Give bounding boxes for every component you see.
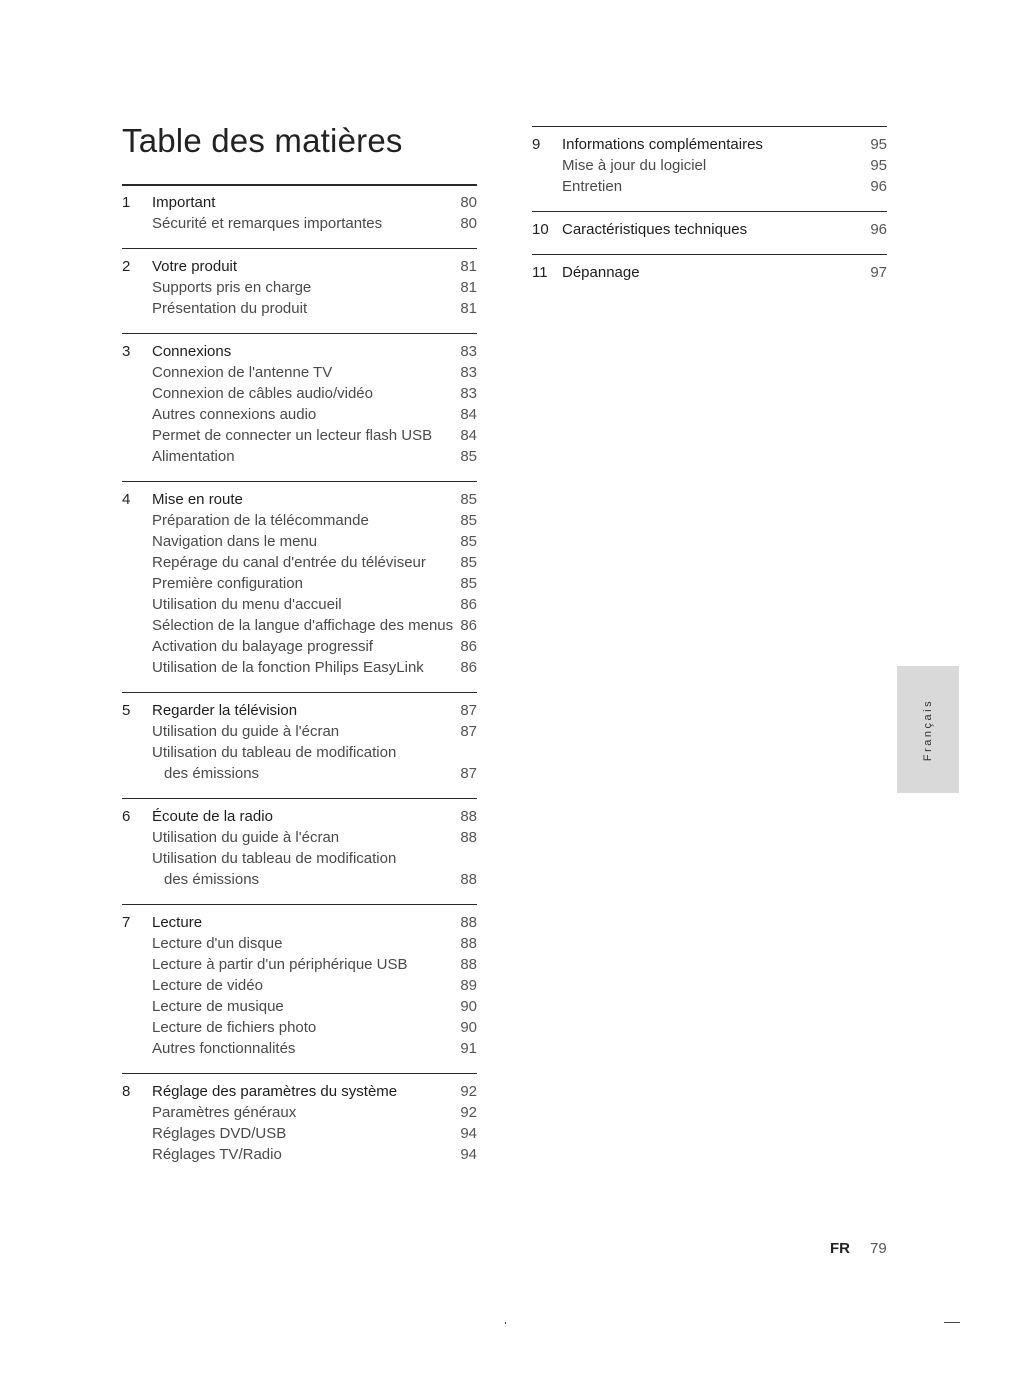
toc-section	[532, 254, 887, 297]
toc-page-number: 94	[460, 1125, 477, 1142]
toc-subentry[interactable]	[122, 636, 477, 657]
toc-chapter-number: 10	[532, 221, 549, 238]
toc-entry-label: Sélection de la langue d'affichage des menus	[152, 617, 454, 634]
toc-entry-label: Supports pris en charge	[152, 279, 312, 296]
toc-page-number: 85	[460, 512, 477, 529]
toc-subentry[interactable]	[122, 975, 477, 996]
toc-chapter-entry[interactable]	[532, 134, 887, 155]
toc-entry-label: Présentation du produit	[152, 300, 308, 317]
toc-entry-label: Caractéristiques techniques	[562, 221, 748, 238]
toc-page-number: 96	[870, 221, 887, 238]
toc-chapter-number: 8	[122, 1083, 131, 1100]
toc-subentry[interactable]	[122, 869, 477, 890]
toc-entry-label: des émissions	[164, 871, 260, 888]
toc-entry-label: Utilisation du menu d'accueil	[152, 596, 342, 613]
toc-section	[122, 692, 477, 798]
toc-subentry[interactable]	[122, 954, 477, 975]
toc-page-number: 88	[460, 935, 477, 952]
toc-page-number: 96	[870, 178, 887, 195]
toc-section	[122, 248, 477, 333]
toc-chapter-entry[interactable]	[122, 192, 477, 213]
toc-section	[532, 126, 887, 211]
toc-subentry[interactable]	[122, 742, 477, 763]
toc-subentry[interactable]	[122, 510, 477, 531]
toc-entry-label: Connexion de l'antenne TV	[152, 364, 333, 381]
toc-entry-label: Dépannage	[562, 264, 640, 281]
toc-subentry[interactable]	[532, 155, 887, 176]
toc-chapter-number: 5	[122, 702, 131, 719]
toc-subentry[interactable]	[122, 1038, 477, 1059]
toc-subentry[interactable]	[122, 848, 477, 869]
toc-page-number: 83	[460, 364, 477, 381]
toc-entry-label: Utilisation du guide à l'écran	[152, 723, 340, 740]
toc-entry-label: Utilisation du tableau de modification	[152, 850, 397, 867]
toc-entry-label: Lecture de musique	[152, 998, 284, 1015]
toc-entry-label: Regarder la télévision	[152, 702, 298, 719]
toc-left-column	[122, 184, 477, 1179]
toc-subentry[interactable]	[532, 176, 887, 197]
toc-page-number: 86	[460, 617, 477, 634]
toc-entry-label: Autres connexions audio	[152, 406, 317, 423]
toc-entry-label: Mise en route	[152, 491, 243, 508]
toc-page-number: 94	[460, 1146, 477, 1163]
toc-entry-label: Permet de connecter un lecteur flash USB	[152, 427, 433, 444]
toc-entry-label: Lecture	[152, 914, 203, 931]
toc-page-number: 86	[460, 638, 477, 655]
toc-entry-label: Sécurité et remarques importantes	[152, 215, 383, 232]
toc-entry-label: Lecture d'un disque	[152, 935, 283, 952]
toc-subentry[interactable]	[122, 404, 477, 425]
toc-chapter-number: 9	[532, 136, 541, 153]
toc-subentry[interactable]	[122, 615, 477, 636]
page-footer	[830, 1240, 887, 1257]
toc-page-number: 85	[460, 554, 477, 571]
toc-entry-label: Paramètres généraux	[152, 1104, 297, 1121]
toc-chapter-number: 6	[122, 808, 131, 825]
toc-page-number: 89	[460, 977, 477, 994]
toc-subentry[interactable]	[122, 362, 477, 383]
toc-entry-label: Votre produit	[152, 258, 238, 275]
toc-section	[532, 211, 887, 254]
toc-chapter-entry[interactable]	[122, 256, 477, 277]
toc-entry-label: Lecture de vidéo	[152, 977, 263, 994]
toc-entry-label: Entretien	[562, 178, 623, 195]
toc-subentry[interactable]	[122, 594, 477, 615]
toc-page-number: 92	[460, 1104, 477, 1121]
toc-page-number: 84	[460, 427, 477, 444]
print-mark-line	[944, 1322, 960, 1323]
toc-subentry[interactable]	[122, 827, 477, 848]
toc-entry-label: des émissions	[164, 765, 260, 782]
toc-page-number: 88	[460, 871, 477, 888]
toc-subentry[interactable]	[122, 657, 477, 678]
toc-entry-label: Réglage des paramètres du système	[152, 1083, 398, 1100]
toc-page-number: 85	[460, 448, 477, 465]
language-tab	[897, 666, 959, 793]
toc-entry-label: Lecture de fichiers photo	[152, 1019, 317, 1036]
footer-page-number: 79	[870, 1240, 887, 1257]
toc-page-number: 97	[870, 264, 887, 281]
toc-chapter-entry[interactable]	[122, 1081, 477, 1102]
toc-subentry[interactable]	[122, 425, 477, 446]
toc-chapter-entry[interactable]	[122, 912, 477, 933]
toc-page-number: 88	[460, 808, 477, 825]
toc-subentry[interactable]	[122, 213, 477, 234]
toc-page-number: 95	[870, 136, 887, 153]
toc-subentry[interactable]	[122, 298, 477, 319]
toc-entry-label: Important	[152, 194, 216, 211]
toc-page-number: 86	[460, 596, 477, 613]
page-title: Table des matières	[122, 122, 403, 159]
toc-entry-label: Lecture à partir d'un périphérique USB	[152, 956, 408, 973]
toc-page-number: 81	[460, 279, 477, 296]
footer-language-code: FR	[830, 1240, 850, 1257]
toc-chapter-number: 4	[122, 491, 131, 508]
toc-page-number: 87	[460, 723, 477, 740]
toc-subentry[interactable]	[122, 1123, 477, 1144]
toc-entry-label: Écoute de la radio	[152, 808, 273, 825]
toc-page-number: 83	[460, 343, 477, 360]
toc-chapter-entry[interactable]	[532, 219, 887, 240]
toc-page-number: 87	[460, 765, 477, 782]
toc-entry-label: Utilisation du tableau de modification	[152, 744, 397, 761]
toc-subentry[interactable]	[122, 1144, 477, 1165]
toc-chapter-entry[interactable]	[122, 341, 477, 362]
toc-page-number: 80	[460, 194, 477, 211]
toc-page-number: 83	[460, 385, 477, 402]
toc-page-number: 90	[460, 998, 477, 1015]
toc-chapter-entry[interactable]	[532, 262, 887, 283]
toc-entry-label: Connexion de câbles audio/vidéo	[152, 385, 373, 402]
toc-subentry[interactable]	[122, 531, 477, 552]
toc-entry-label: Alimentation	[152, 448, 235, 465]
toc-chapter-number: 2	[122, 258, 131, 275]
toc-entry-label: Mise à jour du logiciel	[562, 157, 707, 174]
toc-page-number: 88	[460, 914, 477, 931]
toc-section	[122, 798, 477, 904]
toc-page-number: 80	[460, 215, 477, 232]
toc-right-column	[532, 126, 887, 297]
toc-entry-label: Informations complémentaires	[562, 136, 763, 153]
toc-entry-label: Autres fonctionnalités	[152, 1040, 296, 1057]
toc-entry-label: Activation du balayage progressif	[152, 638, 373, 655]
toc-entry-label: Première configuration	[152, 575, 303, 592]
print-mark-dot	[505, 1322, 506, 1324]
toc-entry-label: Réglages DVD/USB	[152, 1125, 287, 1142]
toc-subentry[interactable]	[122, 721, 477, 742]
toc-page-number: 81	[460, 300, 477, 317]
toc-entry-label: Connexions	[152, 343, 232, 360]
toc-subentry[interactable]	[122, 933, 477, 954]
toc-section	[122, 1073, 477, 1179]
toc-page-number: 95	[870, 157, 887, 174]
toc-chapter-entry[interactable]	[122, 700, 477, 721]
toc-chapter-entry[interactable]	[122, 806, 477, 827]
toc-section	[122, 481, 477, 692]
toc-subentry[interactable]	[122, 277, 477, 298]
toc-subentry[interactable]	[122, 573, 477, 594]
toc-subentry[interactable]	[122, 552, 477, 573]
toc-page-number: 86	[460, 659, 477, 676]
toc-subentry[interactable]	[122, 996, 477, 1017]
toc-section	[122, 184, 477, 248]
toc-entry-label: Repérage du canal d'entrée du téléviseur	[152, 554, 426, 571]
toc-subentry[interactable]	[122, 1017, 477, 1038]
toc-page-number: 90	[460, 1019, 477, 1036]
toc-page-number: 87	[460, 702, 477, 719]
toc-chapter-number: 11	[532, 264, 548, 281]
toc-chapter-number: 1	[122, 194, 131, 211]
toc-page-number: 88	[460, 829, 477, 846]
toc-section	[122, 333, 477, 481]
toc-page-number: 85	[460, 575, 477, 592]
toc-chapter-number: 7	[122, 914, 131, 931]
toc-subentry[interactable]	[122, 763, 477, 784]
toc-entry-label: Préparation de la télécommande	[152, 512, 369, 529]
toc-page-number: 85	[460, 533, 477, 550]
toc-subentry[interactable]	[122, 1102, 477, 1123]
toc-page-number: 85	[460, 491, 477, 508]
toc-entry-label: Utilisation de la fonction Philips EasyLink	[152, 659, 424, 676]
language-tab-label: Français	[922, 698, 934, 761]
toc-entry-label: Utilisation du guide à l'écran	[152, 829, 340, 846]
toc-chapter-number: 3	[122, 343, 131, 360]
toc-entry-label: Réglages TV/Radio	[152, 1146, 282, 1163]
toc-page-number: 91	[460, 1040, 477, 1057]
toc-page-number: 88	[460, 956, 477, 973]
toc-subentry[interactable]	[122, 446, 477, 467]
toc-page-number: 84	[460, 406, 477, 423]
toc-entry-label: Navigation dans le menu	[152, 533, 318, 550]
toc-page-number: 92	[460, 1083, 477, 1100]
toc-chapter-entry[interactable]	[122, 489, 477, 510]
toc-page-number: 81	[460, 258, 477, 275]
toc-section	[122, 904, 477, 1073]
toc-subentry[interactable]	[122, 383, 477, 404]
